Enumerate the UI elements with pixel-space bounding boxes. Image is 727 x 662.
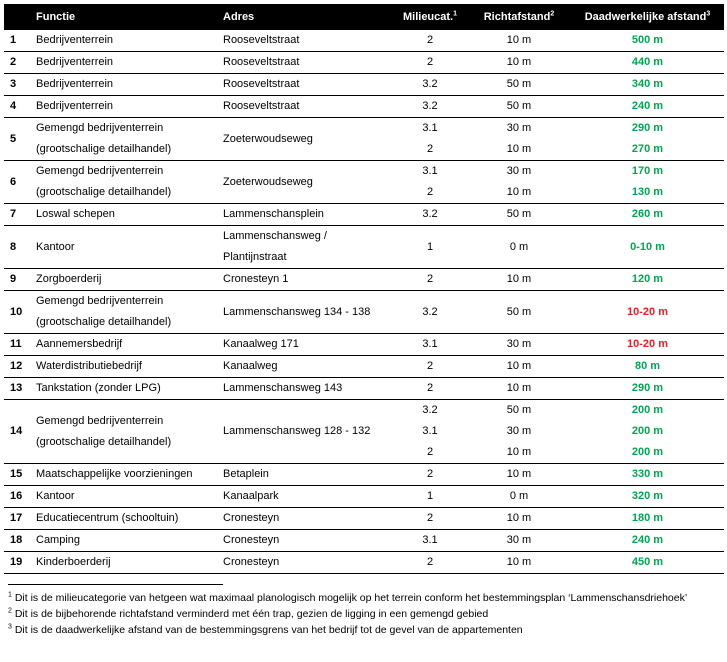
functie-line: Bedrijventerrein [36,78,114,90]
adres-line: Rooseveltstraat [223,34,300,46]
row-daadwerkelijke-afstand [571,530,724,552]
row-richtafstand [467,486,571,508]
richtafstand-value: 50 m [506,208,532,220]
row-adres [217,74,393,96]
functie-line: Loswal schepen [36,208,115,220]
richtafstand-value: 0 m [509,240,529,253]
row-adres [217,530,393,552]
row-daadwerkelijke-afstand [571,96,724,118]
row-number: 7 [4,204,30,226]
table-row [4,161,724,204]
functie-line: Kantoor [36,240,75,253]
milieucategorie-value: 3.1 [422,122,438,134]
table-row [4,464,724,486]
adres-line: Lammenschansweg 134 - 138 [223,305,371,318]
milieucategorie-value: 1 [426,240,434,253]
header-nr [4,4,30,30]
row-richtafstand [467,118,571,161]
milieucategorie-value: 2 [426,382,434,394]
header-daad-label: Daadwerkelijke afstand [584,10,707,23]
table-row [4,486,724,508]
adres-line: Betaplein [223,468,269,480]
row-daadwerkelijke-afstand [571,226,724,269]
footnote-text: Dit is de bijbehorende richtafstand verminderd met één trap, gezien de ligging in een gemengd gebied [14,608,489,620]
row-adres [217,464,393,486]
row-milieucategorie [393,204,467,226]
row-daadwerkelijke-afstand [571,334,724,356]
milieucategorie-value: 1 [426,490,434,502]
row-richtafstand [467,400,571,464]
row-milieucategorie [393,530,467,552]
functie-line: Waterdistributiebedrijf [36,360,142,372]
row-daadwerkelijke-afstand [571,74,724,96]
functie-line: (grootschalige detailhandel) [36,435,172,448]
row-milieucategorie [393,226,467,269]
row-number: 15 [4,464,30,486]
richtafstand-value: 30 m [506,425,532,437]
row-adres [217,356,393,378]
row-milieucategorie [393,464,467,486]
row-adres [217,30,393,52]
afstand-value: 240 m [631,534,664,546]
row-daadwerkelijke-afstand [571,508,724,530]
functie-line: Maatschappelijke voorzieningen [36,468,193,480]
adres-line: Rooseveltstraat [223,78,300,90]
afstand-value: 170 m [631,165,664,177]
row-functie [30,74,217,96]
row-adres [217,486,393,508]
row-milieucategorie [393,486,467,508]
row-daadwerkelijke-afstand [571,161,724,204]
row-number: 10 [4,291,30,334]
row-adres [217,291,393,334]
functie-line: Gemengd bedrijventerrein [36,165,164,177]
richtafstand-value: 10 m [506,273,532,285]
row-functie [30,508,217,530]
row-functie [30,269,217,291]
row-functie [30,30,217,52]
row-adres [217,552,393,574]
afstand-value: 290 m [631,122,664,134]
milieucategorie-value: 2 [426,56,434,68]
richtafstand-value: 10 m [506,34,532,46]
row-number: 17 [4,508,30,530]
row-daadwerkelijke-afstand [571,356,724,378]
functie-line: (grootschalige detailhandel) [36,143,172,155]
row-functie [30,552,217,574]
adres-line: Lammenschansweg 143 [223,382,343,394]
row-milieucategorie [393,118,467,161]
table-row [4,356,724,378]
functie-line: Kantoor [36,490,75,502]
adres-line: Zoeterwoudseweg [223,132,313,145]
functie-line: Zorgboerderij [36,273,102,285]
row-milieucategorie [393,378,467,400]
milieucategorie-value: 2 [426,273,434,285]
afstand-value: 450 m [631,556,664,568]
afstand-value: 80 m [634,360,661,372]
milieucategorie-value: 3.2 [422,305,438,318]
milieucategorie-value: 3.1 [422,165,438,177]
afstand-value: 340 m [631,78,664,90]
adres-line: Zoeterwoudseweg [223,175,313,188]
row-number: 3 [4,74,30,96]
functie-line: Gemengd bedrijventerrein [36,414,164,427]
afstand-value: 500 m [631,34,664,46]
adres-line: Rooseveltstraat [223,100,300,112]
afstand-value: 200 m [631,425,664,437]
functie-line: Bedrijventerrein [36,34,114,46]
adres-line: Lammenschansweg 128 - 132 [223,425,371,437]
adres-line: Lammenschansplein [223,208,324,220]
adres-line: Cronesteyn [223,534,280,546]
row-daadwerkelijke-afstand [571,269,724,291]
table-row [4,204,724,226]
row-number: 5 [4,118,30,161]
milieucategorie-value: 3.1 [422,534,438,546]
afstand-value: 200 m [631,404,664,416]
row-milieucategorie [393,508,467,530]
table-row [4,52,724,74]
footnote [8,607,723,621]
row-daadwerkelijke-afstand [571,30,724,52]
row-milieucategorie [393,356,467,378]
milieucategorie-value: 2 [426,512,434,524]
richtafstand-value: 10 m [506,186,532,198]
row-milieucategorie [393,291,467,334]
milieucategorie-value: 2 [426,556,434,568]
milieucategorie-value: 3.2 [422,404,438,416]
row-functie [30,486,217,508]
row-richtafstand [467,226,571,269]
richtafstand-value: 30 m [506,165,532,177]
row-functie [30,96,217,118]
footnote [8,623,723,637]
milieucategorie-value: 2 [426,143,434,155]
afstand-value: 180 m [631,512,664,524]
table-row [4,552,724,574]
richtafstand-value: 50 m [506,100,532,112]
row-adres [217,334,393,356]
row-daadwerkelijke-afstand [571,400,724,464]
adres-line: Lammenschansweg / [223,230,327,242]
adres-line: Cronesteyn [223,556,280,568]
functie-line: Educatiecentrum (schooltuin) [36,512,179,524]
afstand-value: 330 m [631,468,664,480]
row-functie [30,464,217,486]
functie-line: (grootschalige detailhandel) [36,186,172,198]
footnote-number: 1 [8,591,12,599]
row-adres [217,378,393,400]
functie-line: Aannemersbedrijf [36,338,123,350]
richtafstand-value: 10 m [506,446,532,458]
footnote-ref-2: 2 [550,9,555,17]
adres-line: Kanaalpark [223,490,279,502]
footnote-list [8,591,723,637]
table-row [4,378,724,400]
richtafstand-value: 10 m [506,512,532,524]
header-milieu-label: Milieucat. [402,10,454,23]
row-functie [30,378,217,400]
row-number: 4 [4,96,30,118]
table-row [4,96,724,118]
row-adres [217,52,393,74]
row-daadwerkelijke-afstand [571,464,724,486]
richtafstand-value: 50 m [506,305,532,318]
row-milieucategorie [393,74,467,96]
row-daadwerkelijke-afstand [571,204,724,226]
afstand-value: 440 m [631,56,664,68]
header-milieucategorie [393,4,467,30]
afstand-value: 270 m [631,143,664,155]
row-functie [30,118,217,161]
table-row [4,530,724,552]
row-number: 18 [4,530,30,552]
row-richtafstand [467,161,571,204]
richtafstand-value: 30 m [506,122,532,134]
row-milieucategorie [393,52,467,74]
table-body [4,30,724,574]
row-richtafstand [467,30,571,52]
afstand-value: 130 m [631,186,664,198]
richtafstand-value: 30 m [506,338,532,350]
row-richtafstand [467,552,571,574]
row-daadwerkelijke-afstand [571,291,724,334]
afstand-value: 10-20 m [627,338,668,350]
adres-line: Kanaalweg [223,360,278,372]
row-richtafstand [467,52,571,74]
row-adres [217,400,393,464]
row-functie [30,52,217,74]
richtafstand-value: 10 m [506,360,532,372]
row-richtafstand [467,508,571,530]
milieucategorie-value: 3.1 [422,425,438,437]
table-row [4,508,724,530]
row-adres [217,161,393,204]
milieucategorie-value: 2 [426,34,434,46]
row-functie [30,334,217,356]
footnote-ref-1: 1 [453,9,458,17]
row-daadwerkelijke-afstand [571,486,724,508]
afstand-value: 200 m [631,446,664,458]
table-row [4,269,724,291]
table-row [4,400,724,464]
row-number: 1 [4,30,30,52]
row-milieucategorie [393,552,467,574]
functie-line: Tankstation (zonder LPG) [36,382,161,394]
row-functie [30,530,217,552]
milieucategorie-value: 3.2 [422,208,438,220]
afstand-value: 240 m [631,100,664,112]
functie-line: Gemengd bedrijventerrein [36,295,164,307]
footnote-divider [8,584,223,585]
row-milieucategorie [393,334,467,356]
footnote-ref-3: 3 [706,9,711,17]
row-functie [30,400,217,464]
row-functie [30,226,217,269]
functie-line: (grootschalige detailhandel) [36,316,172,328]
milieucategorie-value: 2 [426,468,434,480]
row-daadwerkelijke-afstand [571,378,724,400]
footnote [8,591,723,605]
richtafstand-value: 10 m [506,468,532,480]
row-number: 13 [4,378,30,400]
distance-table [4,4,724,574]
row-milieucategorie [393,400,467,464]
row-daadwerkelijke-afstand [571,118,724,161]
table-row [4,291,724,334]
row-functie [30,356,217,378]
row-daadwerkelijke-afstand [571,552,724,574]
adres-line: Plantijnstraat [223,251,287,263]
adres-line: Cronesteyn [223,512,280,524]
adres-line: Cronesteyn 1 [223,273,289,285]
table-row [4,30,724,52]
row-functie [30,161,217,204]
afstand-value: 0-10 m [630,240,665,253]
row-richtafstand [467,530,571,552]
row-richtafstand [467,356,571,378]
afstand-value: 120 m [631,273,664,285]
header-richt-label: Richtafstand [483,10,551,23]
afstand-value: 320 m [631,490,664,502]
functie-line: Bedrijventerrein [36,56,114,68]
header-functie: Functie [30,4,217,30]
row-number: 12 [4,356,30,378]
row-number: 6 [4,161,30,204]
row-richtafstand [467,204,571,226]
footnote-number: 3 [8,623,12,631]
row-richtafstand [467,378,571,400]
row-milieucategorie [393,161,467,204]
row-number: 2 [4,52,30,74]
row-daadwerkelijke-afstand [571,52,724,74]
footnote-text: Dit is de milieucategorie van hetgeen wat maximaal planologisch mogelijk op het terrein conform het bestemmingsplan ‘Lammenschansdriehoek’ [14,592,688,604]
row-adres [217,118,393,161]
row-number: 16 [4,486,30,508]
adres-line: Kanaalweg 171 [223,338,299,350]
functie-line: Kinderboerderij [36,556,111,568]
functie-line: Bedrijventerrein [36,100,114,112]
header-adres: Adres [217,4,393,30]
row-milieucategorie [393,96,467,118]
adres-line: Rooseveltstraat [223,56,300,68]
richtafstand-value: 10 m [506,382,532,394]
row-richtafstand [467,96,571,118]
row-richtafstand [467,464,571,486]
milieucategorie-value: 3.2 [422,78,438,90]
richtafstand-value: 10 m [506,143,532,155]
table-row [4,334,724,356]
richtafstand-value: 0 m [509,490,529,502]
footnotes [8,584,723,639]
functie-line: Camping [36,534,81,546]
milieucategorie-value: 3.2 [422,100,438,112]
row-functie [30,291,217,334]
row-richtafstand [467,269,571,291]
row-adres [217,508,393,530]
richtafstand-value: 10 m [506,556,532,568]
functie-line: Gemengd bedrijventerrein [36,122,164,134]
richtafstand-value: 50 m [506,78,532,90]
milieucategorie-value: 2 [426,186,434,198]
table-row [4,118,724,161]
row-number: 19 [4,552,30,574]
row-number: 9 [4,269,30,291]
row-milieucategorie [393,269,467,291]
row-richtafstand [467,334,571,356]
richtafstand-value: 50 m [506,404,532,416]
richtafstand-value: 30 m [506,534,532,546]
header-richtafstand [467,4,571,30]
table-header-row [4,4,724,30]
row-richtafstand [467,291,571,334]
row-number: 8 [4,226,30,269]
header-daadwerkelijke-afstand [571,4,724,30]
row-adres [217,96,393,118]
footnote-number: 2 [8,607,12,615]
row-milieucategorie [393,30,467,52]
footnote-text: Dit is de daadwerkelijke afstand van de bestemmingsgrens van het bedrijf tot de gevel van de appartementen [14,624,523,636]
afstand-value: 10-20 m [627,305,668,318]
row-number: 11 [4,334,30,356]
row-richtafstand [467,74,571,96]
row-adres [217,269,393,291]
richtafstand-value: 10 m [506,56,532,68]
row-adres [217,204,393,226]
afstand-value: 290 m [631,382,664,394]
row-functie [30,204,217,226]
row-adres [217,226,393,269]
afstand-value: 260 m [631,208,664,220]
table-row [4,226,724,269]
milieucategorie-value: 2 [426,360,434,372]
milieucategorie-value: 2 [426,446,434,458]
row-number: 14 [4,400,30,464]
table-row [4,74,724,96]
milieucategorie-value: 3.1 [422,338,438,350]
